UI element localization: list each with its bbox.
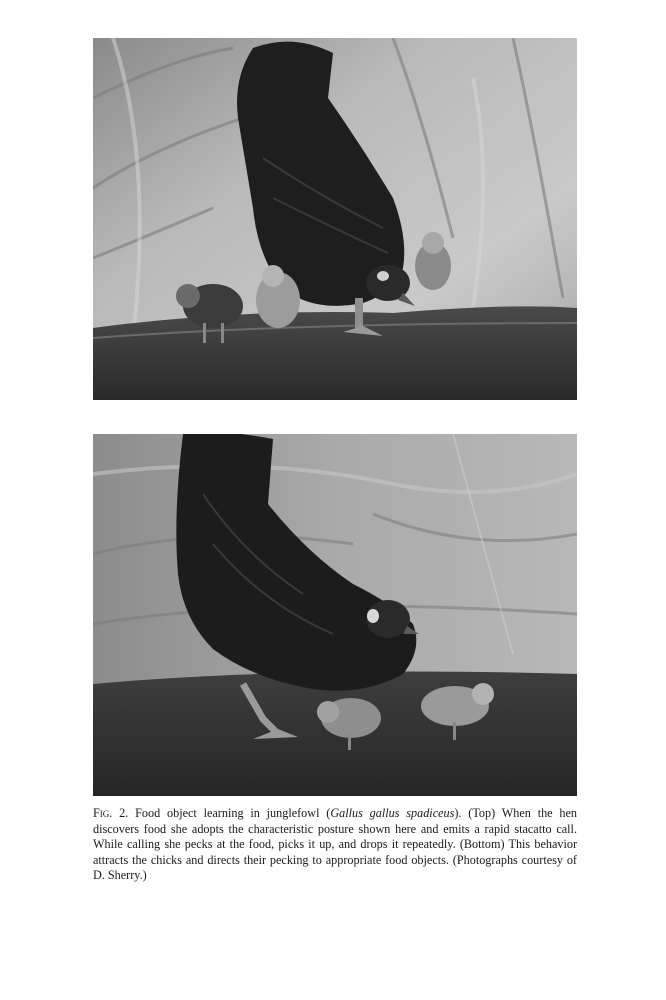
caption-text-after-species: ). (Top) When the hen discovers food she adopts the characteristic posture shown here and emits a rapid stacatto call. While calling she pecks at the food, picks it up, and drops it repeatedly. (Bottom) This behavior attracts the chicks and directs their pecking to appropriate food objects. (Photographs courtesy of D. Sherry.) <box>93 806 578 883</box>
photo-top-hen-with-chicks <box>93 38 577 400</box>
species-name: Gallus gallus spadiceus <box>330 806 455 820</box>
caption-text-before-species: Food object learning in junglefowl ( <box>135 806 331 820</box>
figure-caption <box>93 806 577 884</box>
photo-bottom-chicks-following-hen <box>93 434 577 796</box>
figure-label: Fig. 2. <box>93 806 129 820</box>
